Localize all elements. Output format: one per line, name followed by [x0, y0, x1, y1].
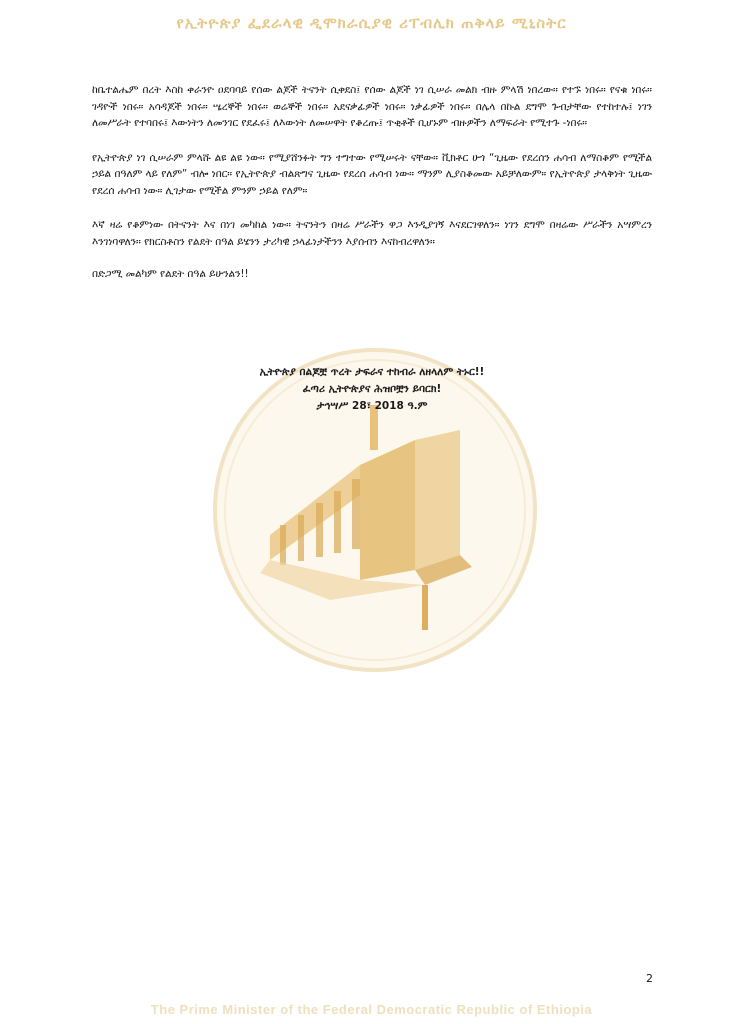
page-number: 2 — [646, 972, 653, 985]
closing-greeting: በድጋሚ መልካም የልደት በዓል ይሁንልን!! — [92, 268, 249, 280]
signoff-line: ኢትዮጵያ በልጆቿ ጥረት ታፍራና ተከብራ ለዘላለም ትኑር!! — [259, 366, 485, 378]
signoff-block — [92, 364, 652, 415]
signoff-line: ፈጣሪ ኢትዮጵያና ሕዝቦቿን ይባርክ! — [302, 383, 442, 395]
letterhead-title: የኢትዮጵያ ፌደራላዊ ዲሞክራሲያዊ ሪፐብሊክ ጠቅላይ ሚኒስትር — [176, 14, 567, 32]
letter-body — [92, 82, 652, 281]
body-paragraph: እኛ ዛሬ የቆምነው በትናንት እና በነገ መካከል ነው። ትናንትን በዛሬ ሥራችን ዋጋ እንዲያገኝ እናደርገዋለን። ነገን ደግሞ በዛሬው ሥራችን አሣምረን እንገነባዋለን። የክርስቶስን የልደት በዓል ይሄንን ታሪካዊ ኃላፊነታችንን እያሰብን እናከብረዋለን። — [92, 219, 652, 248]
footer-title: The Prime Minister of the Federal Democratic Republic of Ethiopia — [150, 1002, 593, 1017]
body-paragraph: ከቤተልሔም በረት እስከ ቀራንዮ ዐደባባይ የሰው ልጆች ትናንት ሲቀደስ፤ የሰው ልጆች ነገ ሲሠራ መልክ ብዙ ምላሽ ነበረው። የተኙ ነበሩ። የናቁ ነበሩ። ገዳዮች ነበሩ። አሳዳጆች ነበሩ። ሤረኞች ነበሩ። ወሬኞች ነበሩ። አደናቃፊዎች ነበሩ። ነቃፊዎች ነበሩ። በሌላ በኩል ደግሞ ጉብታቸው የተከተሉ፤ ነገን ለመሥራት የተባበሩ፤ እውነትን ለመንገር የደፈሩ፤ ለእውነት ለመሠዋት የቆረጡ፤ ጥቂቶች ቢሆኑም ብዙዎችን ለማፍራት የሚተጉ -ነበሩ። — [92, 84, 652, 129]
body-paragraph: የኢትዮጵያ ነገ ሲሠራም ምላሹ ልዩ ልዩ ነው። የሚያሸንፉት ግን ተግተው የሚሠሩት ናቸው። ቪክቶር ሁጎ “ጊዜው የደረሰን ሐሳብ ለማስቆም የሚችል ኃይል በዓለም ላይ የለም” ብሎ ነበር። የኢትዮጵያ ብልጽግና ጊዜው የደረሰ ሐሳብ ነው። ማንም ሊያስቆመው አይቻለውም። የኢትዮጵያ ታላቅነት ጊዜው የደረሰ ሐሳብ ነው። ሊገታው የሚችል ምንም ኃይል የለም። — [92, 151, 652, 197]
letter-date: ታኅሣሥ 28፣ 2018 ዓ.ም — [316, 400, 428, 412]
